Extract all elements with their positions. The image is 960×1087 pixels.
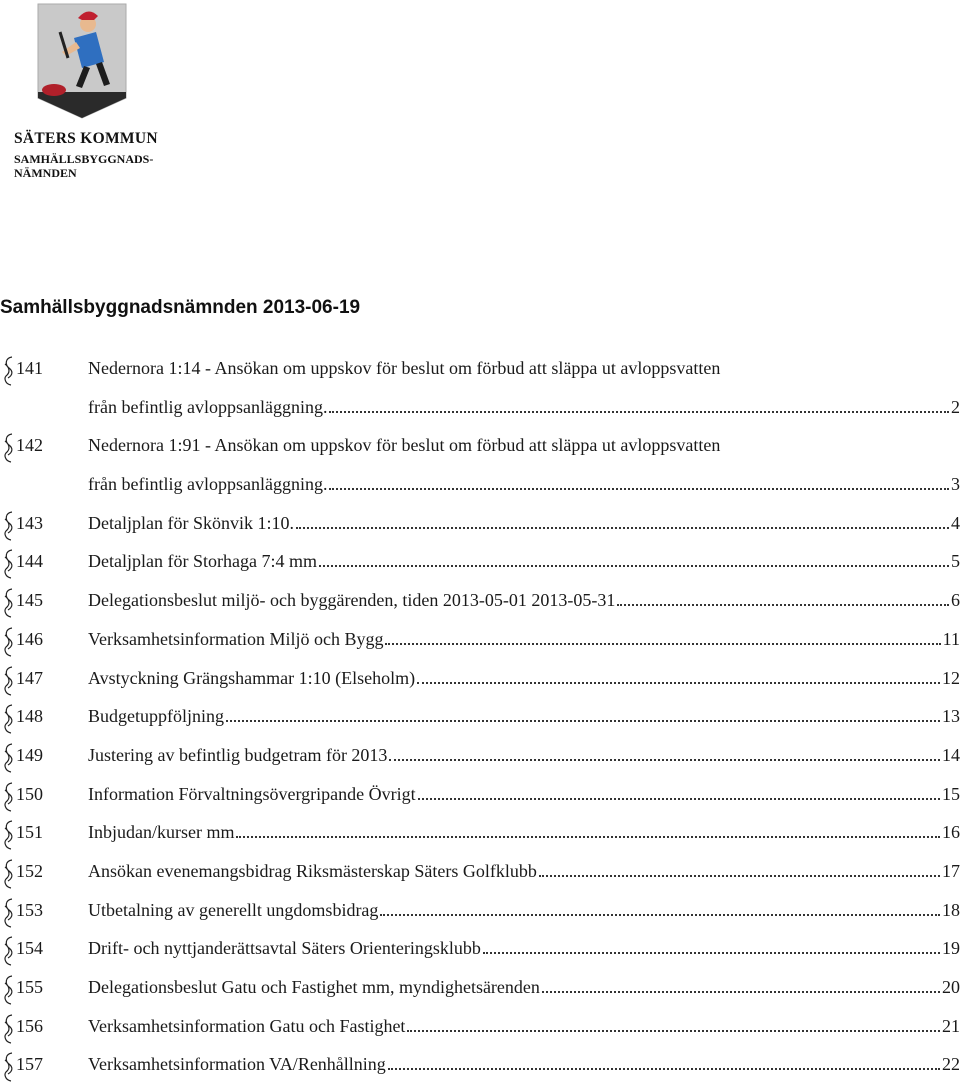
toc-entry-title-line1: Nedernora 1:91 - Ansökan om uppskov för beslut om förbud att släppa ut avloppsvatten [88,435,721,456]
toc-entry-page: 2 [951,396,960,417]
municipality-logo [14,2,164,180]
toc-entry-title: Detaljplan för Skönvik 1:10. [88,512,294,533]
toc-entry[interactable] [0,852,960,891]
table-of-contents [0,349,960,1084]
toc-entry-number: 146 [16,628,43,649]
section-sign-icon [1,1014,15,1044]
toc-entry-page: 3 [951,474,960,495]
toc-entry-page: 14 [942,744,960,765]
dot-leader [329,487,949,490]
organization-subtitle [14,152,164,180]
toc-entry-page: 15 [942,783,960,804]
toc-entry[interactable] [0,929,960,968]
toc-entry-title: från befintlig avloppsanläggning. [88,474,328,495]
stonecutter-emblem-icon [34,2,130,120]
section-sign-icon [1,1052,15,1082]
toc-entry-title-line1: Nedernora 1:14 - Ansökan om uppskov för beslut om förbud att släppa ut avloppsvatten [88,358,721,378]
toc-entry-title: Inbjudan/kurser mm [88,822,235,843]
toc-entry[interactable] [0,659,960,698]
toc-entry[interactable] [0,813,960,852]
section-sign-icon [1,704,15,734]
toc-entry[interactable] [0,620,960,659]
section-sign-icon [1,356,15,386]
toc-entry-number: 144 [16,551,43,572]
section-sign-icon [1,936,15,966]
section-sign-icon [1,588,15,618]
section-sign-icon [1,511,15,541]
organization-subtitle-line1: SAMHÄLLSBYGGNADS- [14,152,154,166]
toc-entry-number: 157 [16,1054,43,1075]
toc-entry-title: Information Förvaltningsövergripande Övrigt [88,783,416,804]
toc-entry-number: 147 [16,667,43,688]
toc-entry-title: Detaljplan för Storhaga 7:4 mm [88,551,317,572]
dot-leader [296,526,949,529]
dot-leader [483,951,940,954]
dot-leader [388,1067,940,1070]
toc-entry[interactable] [0,697,960,736]
dot-leader [226,719,940,722]
toc-entry-page: 13 [942,706,960,727]
section-sign-icon [1,898,15,928]
toc-entry-title: Delegationsbeslut miljö- och byggärenden, tiden 2013-05-01 2013-05-31 [88,590,616,611]
toc-entry[interactable] [0,775,960,814]
section-sign-icon [1,859,15,889]
dot-leader [542,990,940,993]
document-title: Samhällsbyggnadsnämnden 2013-06-19 [0,297,361,318]
toc-entry[interactable] [0,736,960,775]
dot-leader [385,642,940,645]
section-sign-icon [1,743,15,773]
toc-entry-page: 22 [942,1054,960,1075]
section-sign-icon [1,782,15,812]
section-sign-icon [1,549,15,579]
toc-entry-page: 17 [942,860,960,881]
toc-entry-number: 155 [16,977,43,997]
toc-entry-page: 11 [942,628,960,649]
dot-leader [380,913,940,916]
toc-entry-number: 145 [16,590,43,611]
dot-leader [329,410,949,413]
toc-entry[interactable] [0,542,960,581]
section-sign-icon [1,627,15,657]
toc-entry-title: från befintlig avloppsanläggning. [88,396,328,417]
toc-entry-title: Verksamhetsinformation VA/Renhållning [88,1054,386,1075]
toc-entry[interactable] [0,1045,960,1084]
dot-leader [617,603,949,606]
toc-entry[interactable] [0,349,960,426]
toc-entry-number: 152 [16,860,43,881]
dot-leader [418,797,940,800]
toc-entry-page: 12 [942,667,960,688]
organization-subtitle-line2: NÄMNDEN [14,166,77,180]
dot-leader [319,564,949,567]
toc-entry-title: Avstyckning Grängshammar 1:10 (Elseholm) [88,667,416,688]
section-sign-icon [1,666,15,696]
section-sign-icon [1,975,15,1005]
toc-entry-title: Justering av befintlig budgetram för 2013 [88,744,388,765]
toc-entry-page: 18 [942,899,960,920]
dot-leader [417,681,940,684]
toc-entry-title: Drift- och nyttjanderättsavtal Säters Orienteringsklubb [88,938,481,959]
toc-entry-number: 151 [16,822,43,843]
toc-entry-number: 142 [16,435,43,456]
toc-entry-number: 143 [16,512,43,533]
toc-entry[interactable] [0,968,960,1007]
toc-entry-page: 6 [951,590,960,611]
dot-leader [407,1029,940,1032]
toc-entry[interactable] [0,504,960,543]
toc-entry-number: 149 [16,744,43,765]
toc-entry[interactable] [0,426,960,503]
toc-entry-title: Ansökan evenemangsbidrag Riksmästerskap Säters Golfklubb [88,860,537,881]
toc-entry-title: Verksamhetsinformation Gatu och Fastighet [88,1015,406,1036]
dot-leader [389,758,940,761]
toc-entry[interactable] [0,891,960,930]
toc-entry-page: 4 [951,512,960,533]
toc-entry-page: 21 [942,1015,960,1036]
toc-entry-number: 156 [16,1015,43,1036]
toc-entry-title: Budgetuppföljning [88,706,224,727]
toc-entry-title: Verksamhetsinformation Miljö och Bygg [88,628,384,649]
section-sign-icon [1,433,15,463]
toc-entry-number: 154 [16,938,43,959]
dot-leader [539,874,940,877]
dot-leader [236,835,940,838]
toc-entry-number: 150 [16,783,43,804]
toc-entry-number: 141 [16,358,43,378]
toc-entry[interactable] [0,581,960,620]
toc-entry-number: 148 [16,706,43,727]
organization-name: SÄTERS KOMMUN [14,130,158,147]
section-sign-icon [1,820,15,850]
toc-entry[interactable] [0,1007,960,1046]
toc-entry-page: 19 [942,938,960,959]
toc-entry-page: 5 [951,551,960,572]
toc-entry-page: 20 [942,977,960,997]
toc-entry-title: Delegationsbeslut Gatu och Fastighet mm, myndighetsärenden [88,977,540,997]
toc-entry-number: 153 [16,899,43,920]
toc-entry-title: Utbetalning av generellt ungdomsbidrag [88,899,379,920]
toc-entry-page: 16 [942,822,960,843]
